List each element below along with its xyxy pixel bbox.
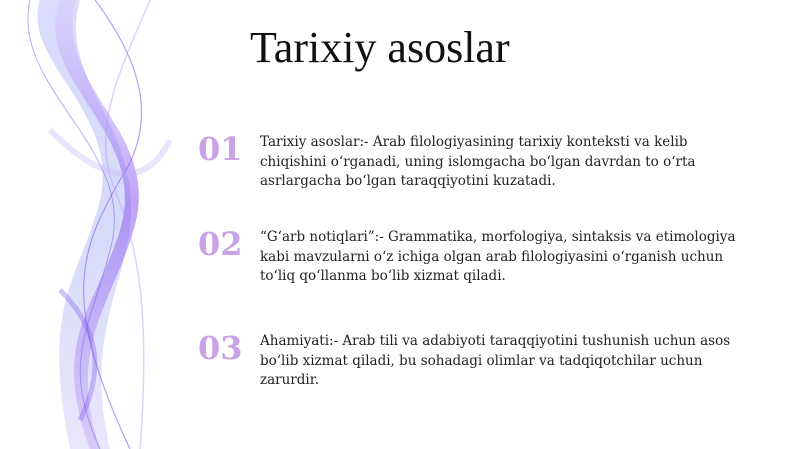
silk-ribbon-decoration (0, 0, 200, 449)
item-text: Tarixiy asoslar:- Arab filologiyasining tarixiy konteksti va kelib chiqishini o‘rganadi, uning islomgacha bo‘lgan davrdan to o‘rta asrlargacha bo‘lgan taraqqiyotini kuzatadi. (260, 134, 696, 189)
item-number: 02 (198, 225, 243, 263)
page-title: Tarixiy asoslar (250, 23, 510, 72)
item-number: 01 (198, 130, 243, 168)
item-number: 03 (198, 329, 243, 367)
item-text: Ahamiyati:- Arab tili va adabiyoti taraqqiyotini tushunish uchun asos bo‘lib xizmat qiladi, bu sohadagi olimlar va tadqiqotchilar uchun zarurdir. (260, 333, 731, 388)
item-text: “G‘arb notiqlari”:- Grammatika, morfologiya, sintaksis va etimologiya kabi mavzularni o‘z ichiga olgan arab filologiyasini o‘rganish uchun to‘liq qo‘llanma bo‘lib xizmat qiladi. (260, 229, 736, 284)
